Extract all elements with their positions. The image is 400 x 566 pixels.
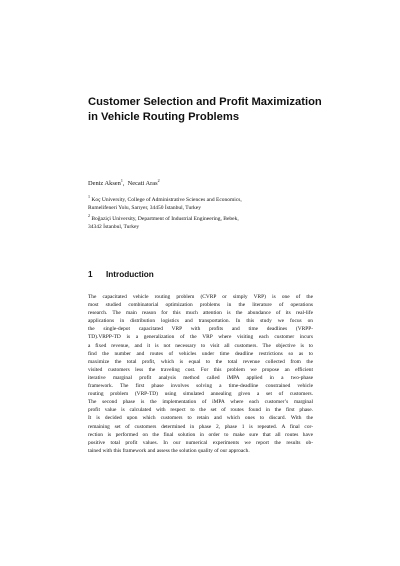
affiliation-text: Boğaziçi University, Department of Industrial Engineering, Bebek, [91,216,239,222]
body-line: maximize the total profit, which is equal to the total revenue collected from the [88,358,313,365]
body-line: most studied combinatorial optimization problems in the literature of operations [88,302,313,309]
body-line: It is decided upon which customers to retain and which ones to discard. With the [88,415,313,422]
author-affiliation-mark: 2 [157,178,160,183]
body-line: the single-depot capacitated VRP with profits and time deadlines (VRPP- [88,326,313,333]
affiliation-mark: 2 [88,213,90,218]
body-line: find the number and routes of vehicles under time deadline restrictions so as to [88,350,313,357]
author-name: Necati Aras [127,180,158,187]
body-line: framework. The first phase involves solving a time-deadline constrained vehicle [88,383,313,390]
body-line: remaining set of customers determined in phase 2, phase 1 is repeated. A final cor- [88,423,313,430]
body-line: The second phase is the implementation of iMPA where each customer’s marginal [88,399,313,406]
body-line: TD).VRPP-TD is a generalization of the VRP where visiting each customer incurs [88,334,313,341]
section-title: Introduction [106,270,154,279]
affiliation-line: 34342 İstanbul, Turkey [88,224,140,230]
affiliation-line [88,196,318,204]
body-line: The capacitated vehicle routing problem (CVRP or simply VRP) is one of the [88,294,313,300]
body-line: rection is performed on the final solution in order to make sure that all routes have [88,431,313,438]
body-line: applications in distribution logistics and transportation. In this study we focus on [88,318,313,325]
affiliation [88,215,318,231]
affiliation-text: Koç University, College of Administrative Sciences and Economics, [91,197,242,203]
paper-title [88,95,328,125]
body-line: positive total profit values. In our numerical experiments we report the results ob- [88,439,313,446]
body-line: routing problem (VRP-TD) using simulated annealing given a set of customers. [88,391,313,398]
section-number: 1 [88,270,93,279]
affiliation [88,196,318,212]
author-affiliation-mark: 1 [120,178,123,183]
body-line: profit value is calculated with respect to the set of routes found in the first phase. [88,407,313,414]
body-line: visited customers less the traveling cost. For this problem we propose an efficient [88,366,313,373]
affiliation-line [88,215,318,223]
affiliation-mark: 1 [88,194,90,199]
section-heading [88,270,154,280]
body-line: tained with this framework and assess the solution quality of our approach. [88,447,250,454]
author-name: Deniz Aksen [88,180,121,187]
author-list: Deniz Aksen$^1$, Necati Aras$^2$ [88,178,160,187]
body-paragraph [88,293,313,455]
title-line: in Vehicle Routing Problems [88,111,240,123]
affiliation-line: Rumelifeneri Yolu, Sarıyer, 34450 İstanbul, Turkey [88,205,201,211]
body-line: research. The main reason for this much attention is the abundance of its real-life [88,310,313,317]
body-line: iterative marginal profit analysis method called iMPA applied in a two-phase [88,374,313,381]
title-line: Customer Selection and Profit Maximization [88,96,322,108]
body-line: a fixed revenue, and it is not necessary to visit all customers. The objective is to [88,342,313,349]
